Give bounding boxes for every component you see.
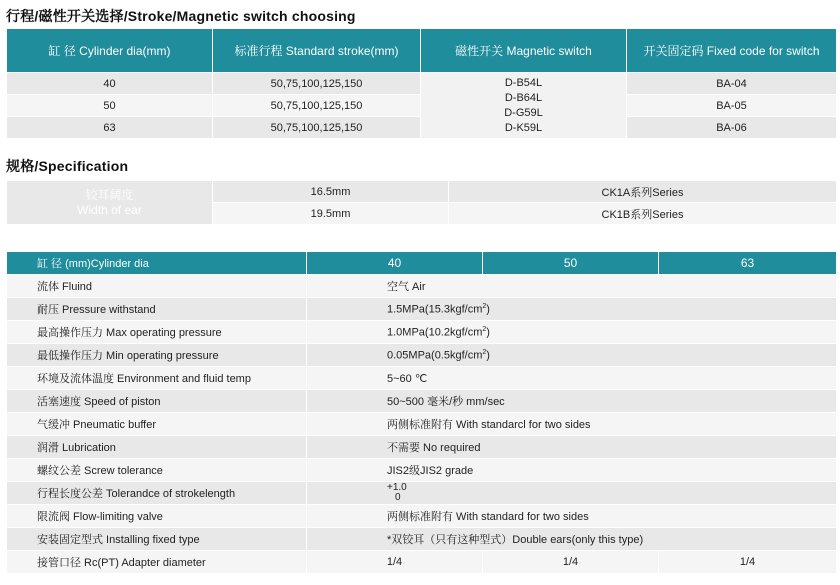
col-header-cylinder-dia: 缸 径 (mm)Cylinder dia — [7, 252, 307, 275]
table-row — [7, 505, 837, 528]
switch-item: D-G59L — [504, 106, 543, 119]
param-value: $0.05MPa(0.5kgf/cm^2)$ — [307, 344, 837, 367]
table-row — [7, 551, 837, 574]
params-table — [6, 251, 837, 574]
ear-width-label-en: Width of ear — [77, 202, 142, 217]
table-row — [7, 367, 837, 390]
param-label: 环境及流体温度 Environment and fluid temp — [7, 367, 307, 390]
param-label: 螺纹公差 Screw tolerance — [7, 459, 307, 482]
params-header-row — [7, 252, 837, 275]
switch-item: D-K59L — [504, 121, 543, 134]
param-value: $1.0MPa(10.2kgf/cm^2)$ — [307, 321, 837, 344]
cell-code: BA-04 — [627, 73, 837, 95]
param-value: 不需要 No required — [307, 436, 837, 459]
param-label: 接管口径 Rc(PT) Adapter diameter — [7, 551, 307, 574]
spec-section-title: 规格/Specification — [6, 158, 129, 174]
spec-table — [6, 180, 837, 225]
param-label: 最低操作压力 Min operating pressure — [7, 344, 307, 367]
table-row — [7, 298, 837, 321]
table-row — [7, 275, 837, 298]
param-value: 5~60 ℃ — [307, 367, 837, 390]
cell-stroke: 50,75,100,125,150 — [213, 95, 421, 117]
adapter-value-40: 1/4 — [307, 551, 483, 574]
table-row — [7, 528, 837, 551]
cell-series: CK1B系列Series — [449, 203, 837, 225]
col-header-63: 63 — [659, 252, 837, 275]
table-row — [7, 73, 837, 95]
param-label: 行程长度公差 Tolerandce of strokelength — [7, 482, 307, 505]
param-label: 润滑 Lubrication — [7, 436, 307, 459]
cell-stroke: 50,75,100,125,150 — [213, 117, 421, 139]
col-header-standard-stroke: 标准行程 Standard stroke(mm) — [213, 29, 421, 73]
param-value: 两侧标准附有 With standard for two sides — [307, 505, 837, 528]
param-value: JIS2级JIS2 grade — [307, 459, 837, 482]
stroke-table — [6, 28, 837, 139]
ear-width-header — [7, 181, 213, 225]
cell-code: BA-06 — [627, 117, 837, 139]
stroke-section-title: 行程/磁性开关选择/Stroke/Magnetic switch choosing — [6, 8, 356, 24]
cell-code: BA-05 — [627, 95, 837, 117]
col-header-cylinder-dia: 缸 径 Cylinder dia(mm) — [7, 29, 213, 73]
cell-ear-width: 16.5mm — [213, 181, 449, 203]
param-value: 两侧标准附有 With standarcl for two sides — [307, 413, 837, 436]
cell-series: CK1A系列Series — [449, 181, 837, 203]
cell-dia: 50 — [7, 95, 213, 117]
table-row — [7, 436, 837, 459]
table-row — [7, 413, 837, 436]
param-label: 安装固定型式 Installing fixed type — [7, 528, 307, 551]
param-value: $1.5MPa(15.3kgf/cm^2)$ — [307, 298, 837, 321]
ear-width-label-cn: 铰耳阔度 — [85, 187, 134, 202]
switch-item: D-B64L — [504, 91, 543, 104]
tolerance-lower: 0 — [395, 492, 401, 503]
table-row — [7, 321, 837, 344]
param-value — [307, 482, 837, 505]
cell-stroke: 50,75,100,125,150 — [213, 73, 421, 95]
magnetic-switch-list — [421, 73, 627, 139]
col-header-50: 50 — [483, 252, 659, 275]
table-row — [7, 482, 837, 505]
cell-dia: 63 — [7, 117, 213, 139]
table-row — [7, 344, 837, 367]
param-value: *双铰耳（只有这种型式）Double ears(only this type) — [307, 528, 837, 551]
param-label: 限流阀 Flow-limiting valve — [7, 505, 307, 528]
col-header-fixed-code: 开关固定码 Fixed code for switch — [627, 29, 837, 73]
param-value: 50~500 毫米/秒 mm/sec — [307, 390, 837, 413]
param-label: 耐压 Pressure withstand — [7, 298, 307, 321]
param-label: 气缓冲 Pneumatic buffer — [7, 413, 307, 436]
param-label: 最高操作压力 Max operating pressure — [7, 321, 307, 344]
adapter-value-50: 1/4 — [483, 551, 659, 574]
table-row — [7, 459, 837, 482]
param-label: 流体 Fluind — [7, 275, 307, 298]
cell-dia: 40 — [7, 73, 213, 95]
col-header-magnetic-switch: 磁性开关 Magnetic switch — [421, 29, 627, 73]
table-row — [7, 181, 837, 203]
col-header-40: 40 — [307, 252, 483, 275]
adapter-value-63: 1/4 — [659, 551, 837, 574]
param-label: 活塞速度 Speed of piston — [7, 390, 307, 413]
table-row — [7, 390, 837, 413]
tolerance-upper: +1.0 — [387, 482, 407, 493]
switch-item: D-B54L — [504, 76, 543, 89]
cell-ear-width: 19.5mm — [213, 203, 449, 225]
param-value: 空气 Air — [307, 275, 837, 298]
